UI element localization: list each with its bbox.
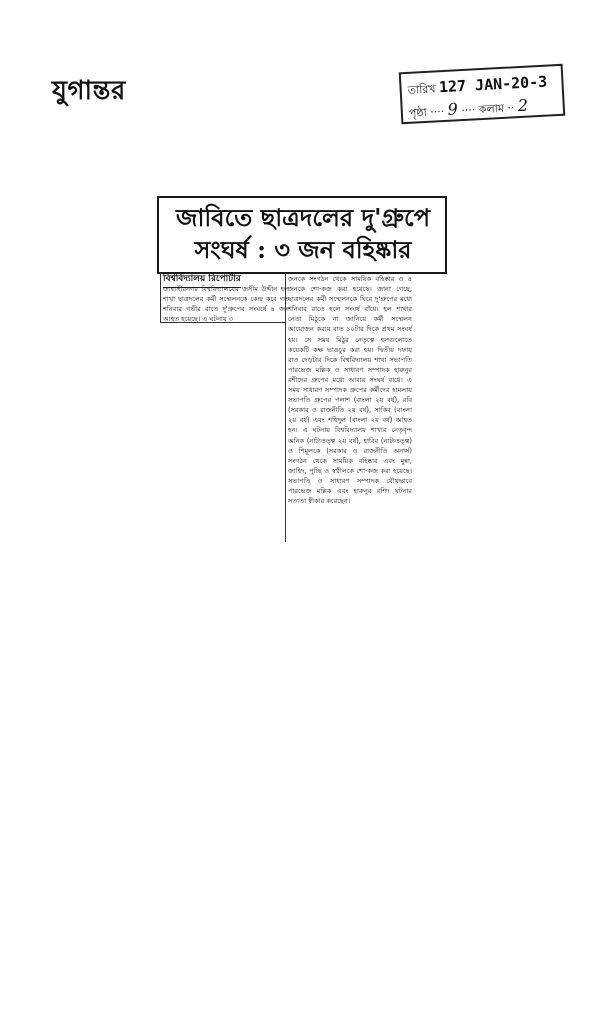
stamp-date-value: 127 JAN-20-3 (438, 72, 548, 97)
stamp-column-label: কলাম (478, 101, 505, 117)
column-rule-left (160, 272, 161, 322)
stamp-column-value: 2 (517, 95, 529, 116)
article-headline: জাবিতে ছাত্রদলের দু'গ্রুপে সংঘর্ষ : ৩ জন বহিষ্কার (175, 203, 430, 264)
reporter-credit: বিশ্ববিদ্যালয় রিপোর্টার (163, 271, 241, 288)
stamp-page-row: পৃষ্ঠা ···· 9 ···· কলাম ·· 2 (408, 95, 529, 120)
stamp-page-value: 9 (447, 99, 459, 119)
stamp-date-label: তারিখ (407, 82, 436, 97)
article-column-1: জাহাঙ্গীরনগর বিশ্ববিদ্যালয়ের জসীম উদ্দীন হল শাখা ছাত্রদলের কর্মী সম্মেলনকে কেন্দ্র করে গত শনিবার গভীর রাতে দু'গ্রুপের সংঘর্ষে ৪ জন আহত হয়েছে। এ ঘটনায় ৩ (163, 285, 289, 323)
article-column-2: জনকে সংগঠন থেকে সাময়িক বহিষ্কার ও ৪ জনকে শো-কজ করা হয়েছে। জানা গেছে, ছাত্রদলের কর্মী সম্মেলনকে ঘিরে দু'গ্রুপের মধ্যে শনিবার রাতে হলে সংঘর্ষ বাঁধে। হল শাখার নেতা মিঠুকে না জানিয়ে কর্মী সম্মেলন আয়োজন করায় রাত ১০টার দিকে প্রথম সংঘর্ষ হয়। সে সময় মিঠুর নেতৃত্বে হলগুলোতে কয়েকটি কক্ষ ভাঙচুর করা হয়। দ্বিতীয় দফায় রাত দেড়টার দিকে বিশ্ববিদ্যালয় শাখা সভাপতি পারভেজ মল্লিক ও সাধারণ সম্পাদক হারুনুর রশীদের গ্রুপের মধ্যে আবার সংঘর্ষ বাধে। এ সময় সাধারণ সম্পাদক গ্রুপের কর্মীদের হামলায় সভাপতি গ্রুপের পলাশ (বাংলা ২য় বর্ষ), রবি (সরকার ও রাজনীতি ২য় বর্ষ), সাকিব (বাংলা ২য় বর্ষ) এবং শহিদুল (বাংলা ২য় বর্ষ) আহত হন। এ ঘটনায় বিশ্ববিদ্যালয় শাখার নেতৃবৃন্দ অনিক (নাট্যতত্ত্ব ২য় বর্ষ), হাবিব (নাট্যতত্ত্ব) ও শিমুলকে (সরকার ও রাজনীতি অনার্স) সংগঠন থেকে সাময়িক বহিষ্কার এবং মুন্না, জাহিদ, পুচ্ছি ও স্বপ্নীলকে শো-কজ করা হয়েছে। সভাপতি ও সাধারণ সম্পাদক যৌথভাবে পারভেজ মল্লিক এবং হারুনুর রশিদ ঘটনার সত্যতা স্বীকার করেছেন। (288, 275, 412, 506)
newspaper-masthead: যুগান্তর (52, 76, 126, 106)
stamp-page-label: পৃষ্ঠা (408, 105, 428, 120)
